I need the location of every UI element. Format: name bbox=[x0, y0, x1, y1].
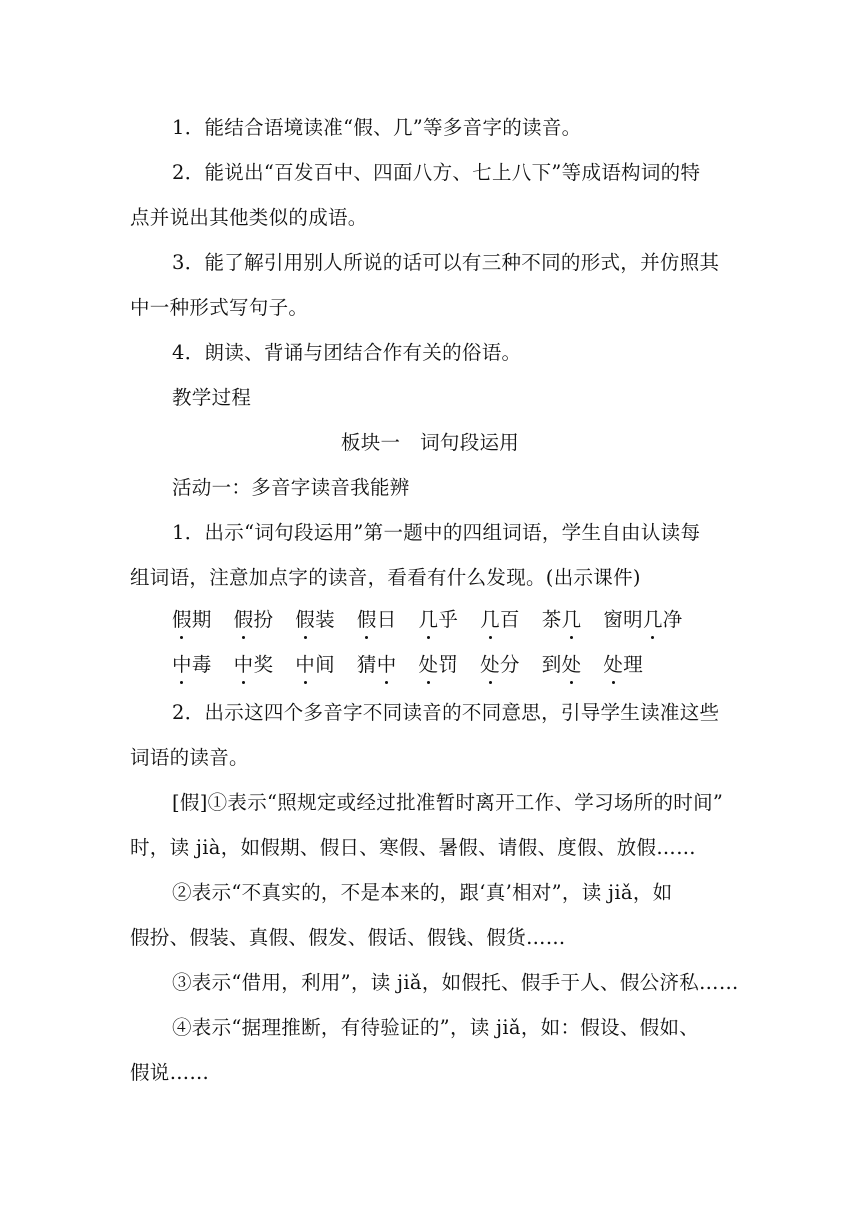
dotted-character: 假 bbox=[295, 605, 315, 635]
word-item bbox=[542, 605, 582, 635]
dotted-character: 几 bbox=[643, 605, 663, 635]
word-item bbox=[357, 650, 397, 680]
word-part: 分 bbox=[499, 653, 520, 676]
word-item bbox=[234, 605, 274, 635]
step1-line-2: 组词语，注意加点字的读音，看看有什么发现。(出示课件) bbox=[130, 566, 641, 589]
dotted-character: 几 bbox=[480, 605, 500, 635]
objective-4: 4．朗读、背诵与团结合作有关的俗语。 bbox=[172, 341, 522, 364]
dotted-character: 中 bbox=[377, 650, 397, 680]
word-part: 毒 bbox=[191, 653, 212, 676]
dotted-character: 中 bbox=[295, 650, 315, 680]
word-item bbox=[480, 650, 520, 680]
process-heading: 教学过程 bbox=[172, 386, 252, 409]
word-part: 扮 bbox=[253, 608, 274, 631]
word-list-row-2 bbox=[172, 650, 665, 680]
word-part: 装 bbox=[315, 608, 335, 631]
dotted-character: 处 bbox=[419, 650, 439, 680]
dotted-character: 处 bbox=[480, 650, 500, 680]
word-part: 乎 bbox=[438, 608, 459, 631]
word-item bbox=[603, 605, 682, 635]
objective-1: 1．能结合语境读准“假、几”等多音字的读音。 bbox=[172, 116, 582, 139]
meaning-1-line-2: 时，读 jià，如假期、假日、寒假、暑假、请假、度假、放假…… bbox=[130, 836, 696, 859]
dotted-character: 几 bbox=[419, 605, 439, 635]
section-title: 板块一 词句段运用 bbox=[340, 431, 520, 454]
dotted-character: 几 bbox=[562, 605, 582, 635]
word-item bbox=[172, 650, 212, 680]
word-item bbox=[295, 650, 335, 680]
word-item bbox=[172, 605, 212, 635]
meaning-4-line-2: 假说…… bbox=[130, 1061, 210, 1084]
word-item bbox=[419, 605, 459, 635]
word-part: 间 bbox=[315, 653, 335, 676]
meaning-2-line-1: ②表示“不真实的，不是本来的，跟‘真’相对”，读 jiǎ，如 bbox=[172, 881, 673, 904]
word-part: 理 bbox=[623, 653, 643, 676]
word-list-row-1 bbox=[172, 605, 705, 635]
step2-line-1: 2．出示这四个多音字不同读音的不同意思，引导学生读准这些 bbox=[172, 701, 720, 724]
objective-2-line-1: 2．能说出“百发百中、四面八方、七上八下”等成语构词的特 bbox=[172, 161, 701, 184]
meaning-3: ③表示“借用，利用”，读 jiǎ，如假托、假手于人、假公济私…… bbox=[172, 971, 739, 994]
activity-title: 活动一：多音字读音我能辨 bbox=[172, 476, 410, 499]
word-item bbox=[542, 650, 582, 680]
word-item bbox=[234, 650, 274, 680]
word-part: 猜 bbox=[356, 653, 377, 676]
objective-3-line-1: 3．能了解引用别人所说的话可以有三种不同的形式，并仿照其 bbox=[172, 251, 720, 274]
objective-3-line-2: 中一种形式写句子。 bbox=[130, 296, 309, 319]
meaning-1-line-1: [假]①表示“照规定或经过批准暂时离开工作、学习场所的时间” bbox=[172, 791, 724, 814]
dotted-character: 假 bbox=[172, 605, 192, 635]
dotted-character: 假 bbox=[357, 605, 377, 635]
word-item bbox=[603, 650, 643, 680]
objective-2-line-2: 点并说出其他类似的成语。 bbox=[130, 206, 368, 229]
word-part: 罚 bbox=[438, 653, 459, 676]
word-item bbox=[419, 650, 459, 680]
dotted-character: 假 bbox=[234, 605, 254, 635]
dotted-character: 处 bbox=[562, 650, 582, 680]
step2-line-2: 词语的读音。 bbox=[130, 746, 249, 769]
word-item bbox=[480, 605, 520, 635]
word-part: 期 bbox=[191, 608, 212, 631]
dotted-character: 中 bbox=[172, 650, 192, 680]
word-part: 到 bbox=[541, 653, 562, 676]
word-item bbox=[295, 605, 335, 635]
dotted-character: 处 bbox=[603, 650, 623, 680]
word-part: 茶 bbox=[541, 608, 562, 631]
dotted-character: 中 bbox=[234, 650, 254, 680]
meaning-2-line-2: 假扮、假装、真假、假发、假话、假钱、假货…… bbox=[130, 926, 566, 949]
word-part: 百 bbox=[499, 608, 520, 631]
word-part: 窗明 bbox=[603, 608, 643, 631]
step1-line-1: 1．出示“词句段运用”第一题中的四组词语，学生自由认读每 bbox=[172, 521, 701, 544]
word-part: 奖 bbox=[253, 653, 274, 676]
meaning-4-line-1: ④表示“据理推断，有待验证的”，读 jiǎ，如：假设、假如、 bbox=[172, 1016, 700, 1039]
word-item bbox=[357, 605, 397, 635]
word-part: 日 bbox=[376, 608, 397, 631]
word-part: 净 bbox=[662, 608, 683, 631]
